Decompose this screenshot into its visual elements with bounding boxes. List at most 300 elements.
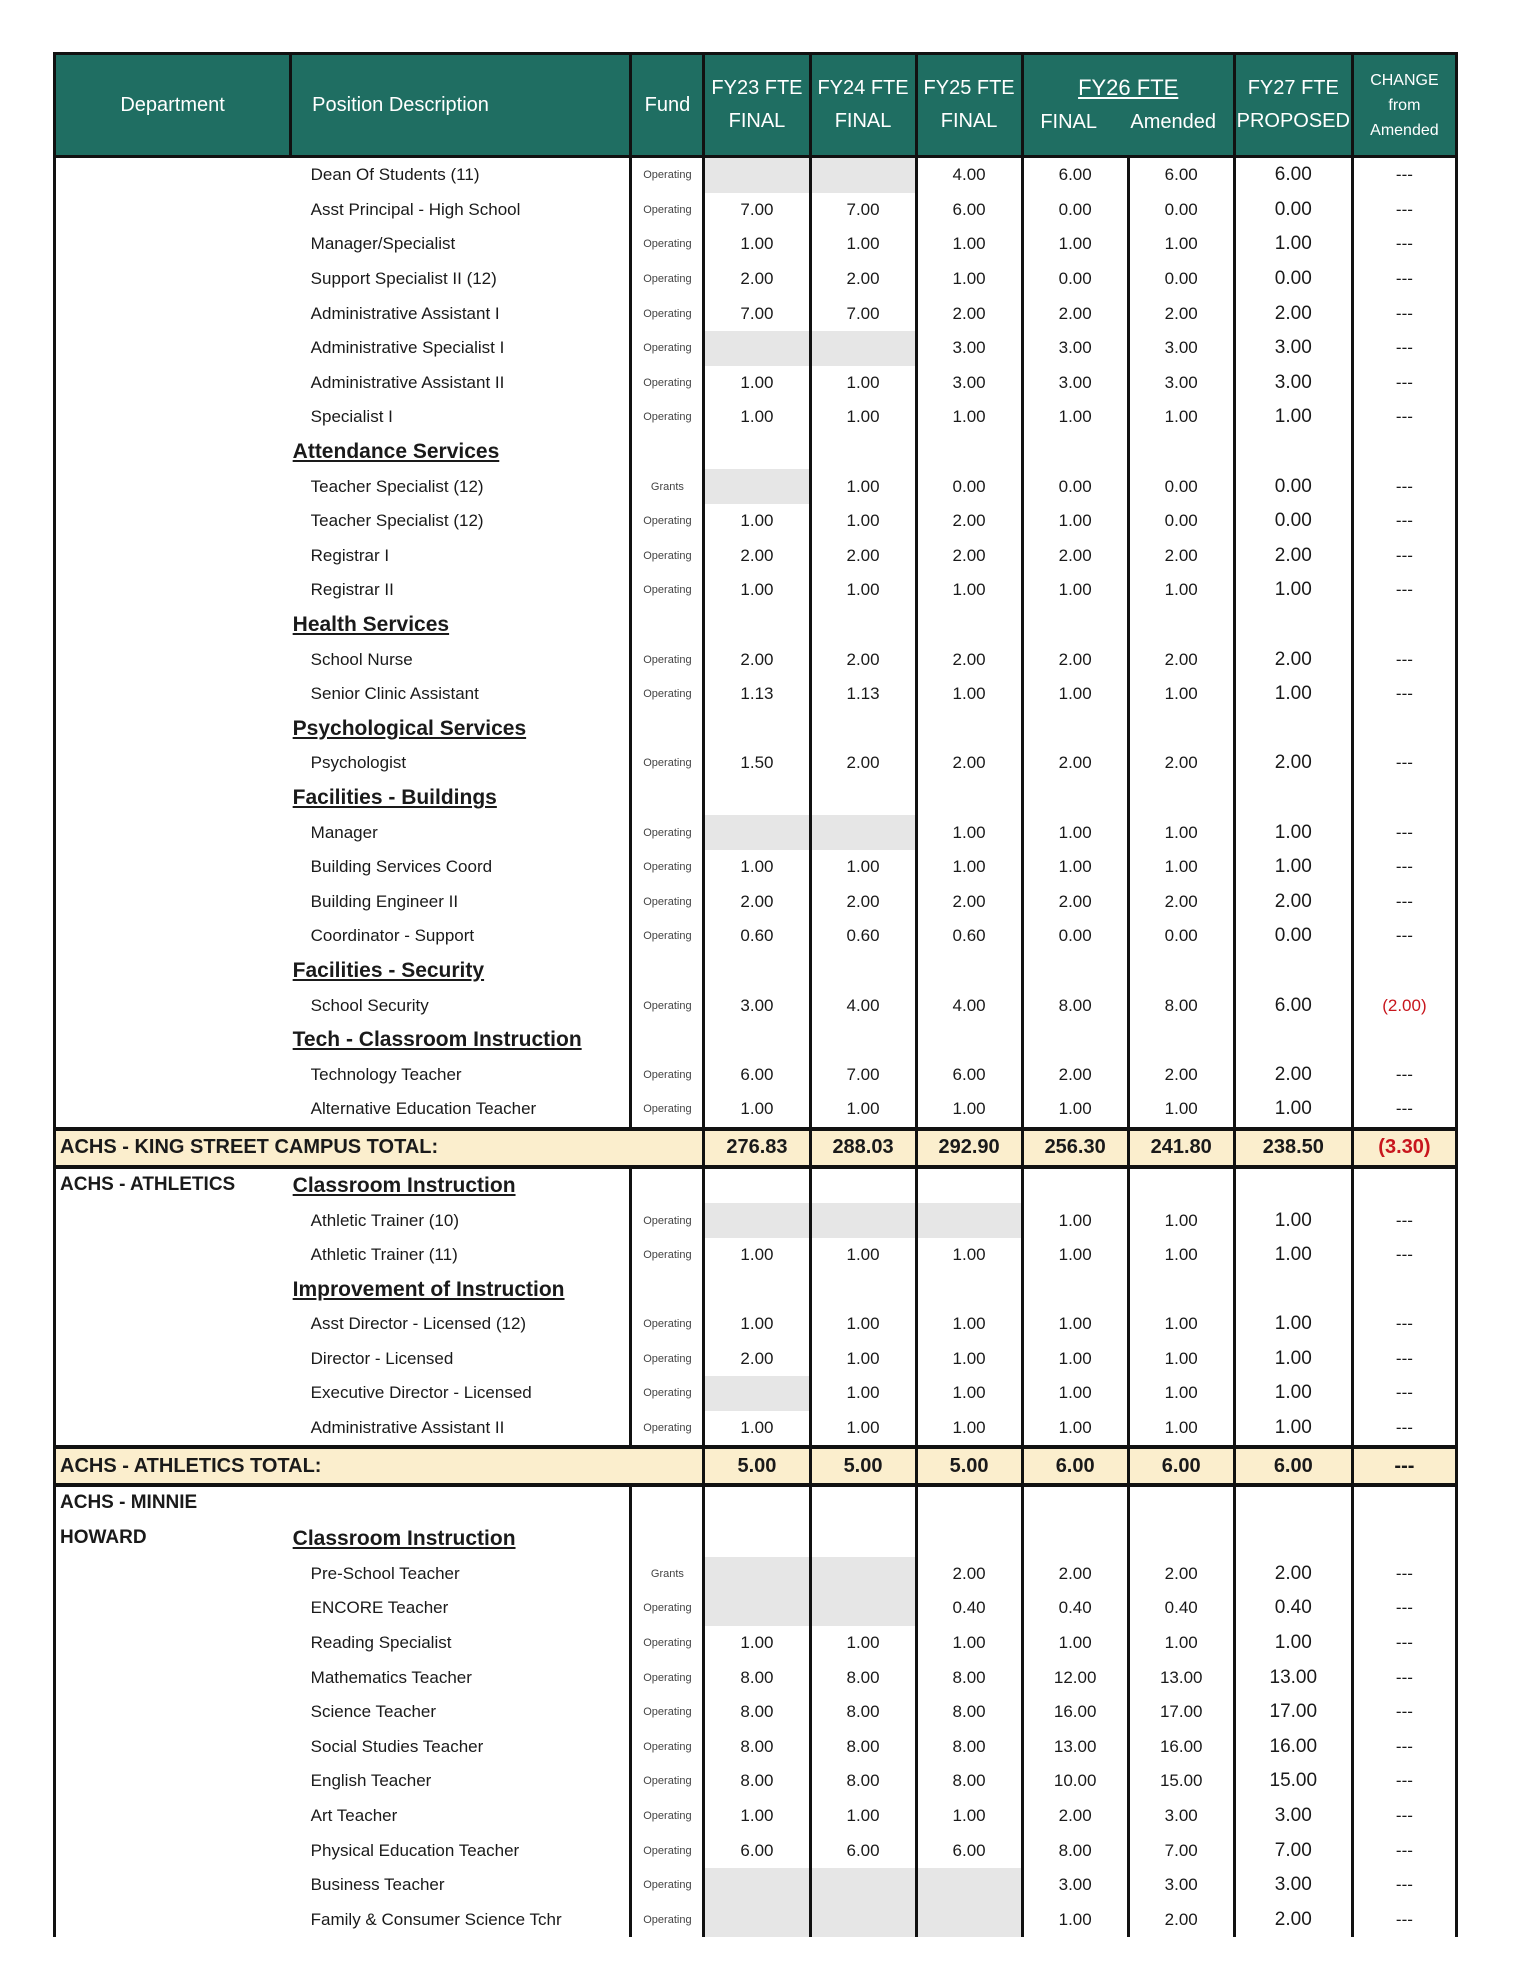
total-change: (3.30) (1352, 1129, 1456, 1167)
department-cell (55, 1764, 291, 1799)
empty-cell (704, 1167, 810, 1204)
fy26-amended-cell: 3.00 (1128, 331, 1234, 366)
fy23-cell: 8.00 (704, 1695, 810, 1730)
fy25-cell: 2.00 (916, 539, 1022, 574)
fy26-amended-cell: 1.00 (1128, 1307, 1234, 1342)
empty-cell (1022, 1272, 1128, 1307)
department-cell (55, 331, 291, 366)
fy27-cell: 1.00 (1234, 573, 1352, 608)
fy25-cell: 1.00 (916, 815, 1022, 850)
section-row (55, 1272, 1457, 1307)
empty-cell (631, 1023, 704, 1058)
fy27-cell: 13.00 (1234, 1660, 1352, 1695)
header-position: Position Description (291, 54, 631, 157)
fy26-final-cell: 3.00 (1022, 331, 1128, 366)
position-cell: Director - Licensed (291, 1342, 631, 1377)
fy27-cell: 2.00 (1234, 1557, 1352, 1592)
fy25-cell: 8.00 (916, 1730, 1022, 1765)
table-row (55, 227, 1457, 262)
fy25-cell: 1.00 (916, 227, 1022, 262)
position-cell: Social Studies Teacher (291, 1730, 631, 1765)
department-cell (55, 157, 291, 193)
department-cell (55, 193, 291, 228)
fund-cell: Operating (631, 919, 704, 954)
table-row (55, 504, 1457, 539)
fy24-cell: 7.00 (810, 193, 916, 228)
empty-cell (810, 712, 916, 747)
fy24-cell: 4.00 (810, 988, 916, 1023)
empty-cell (1352, 1167, 1456, 1204)
change-cell: --- (1352, 469, 1456, 504)
department-cell (55, 1799, 291, 1834)
position-cell: ENCORE Teacher (291, 1591, 631, 1626)
position-cell: Art Teacher (291, 1799, 631, 1834)
department-cell (55, 608, 291, 643)
department-cell (55, 1342, 291, 1377)
position-cell: Family & Consumer Science Tchr (291, 1903, 631, 1938)
fy27-cell: 7.00 (1234, 1833, 1352, 1868)
fy24-cell: 8.00 (810, 1695, 916, 1730)
empty-cell (704, 954, 810, 989)
fy26-amended-cell: 0.00 (1128, 262, 1234, 297)
change-cell: --- (1352, 1868, 1456, 1903)
total-fy23: 5.00 (704, 1447, 810, 1485)
fy25-cell: 1.00 (916, 1238, 1022, 1273)
fy26-final-cell: 8.00 (1022, 988, 1128, 1023)
position-cell: Science Teacher (291, 1695, 631, 1730)
fy24-cell (810, 1557, 916, 1592)
fy25-cell: 1.00 (916, 1342, 1022, 1377)
department-cell (55, 1868, 291, 1903)
section-row (55, 1023, 1457, 1058)
table-row (55, 1799, 1457, 1834)
header-fy27 (1234, 54, 1352, 157)
fy26-amended-cell: 2.00 (1128, 539, 1234, 574)
fy26-final-cell: 3.00 (1022, 1868, 1128, 1903)
empty-cell (1022, 1522, 1128, 1557)
department-cell (55, 884, 291, 919)
fund-cell: Operating (631, 573, 704, 608)
fy24-cell: 2.00 (810, 539, 916, 574)
fy26-amended-cell: 3.00 (1128, 1799, 1234, 1834)
fy23-cell: 1.00 (704, 1799, 810, 1834)
fund-cell: Operating (631, 1730, 704, 1765)
empty-cell (704, 1485, 810, 1522)
table-row (55, 331, 1457, 366)
empty-cell (1022, 1167, 1128, 1204)
fy26-amended-cell: 1.00 (1128, 1376, 1234, 1411)
fy24-cell: 1.00 (810, 227, 916, 262)
header-fy23-line2: FINAL (728, 110, 786, 132)
fy26-amended-cell: 15.00 (1128, 1764, 1234, 1799)
fy27-cell: 6.00 (1234, 988, 1352, 1023)
position-cell: Athletic Trainer (10) (291, 1203, 631, 1238)
fy26-amended-cell: 1.00 (1128, 1203, 1234, 1238)
fy26-final-cell: 1.00 (1022, 1411, 1128, 1448)
header-fy27-line1: FY27 FTE (1247, 77, 1339, 99)
fy23-cell (704, 815, 810, 850)
fte-table-sheet (53, 52, 1458, 1937)
header-fy24-line2: FINAL (834, 110, 892, 132)
change-cell: --- (1352, 677, 1456, 712)
department-cell (55, 1272, 291, 1307)
fy26-amended-cell: 2.00 (1128, 642, 1234, 677)
empty-cell (916, 608, 1022, 643)
fy27-cell: 2.00 (1234, 884, 1352, 919)
change-cell: --- (1352, 296, 1456, 331)
change-cell: --- (1352, 919, 1456, 954)
table-row (55, 1868, 1457, 1903)
fund-cell: Operating (631, 746, 704, 781)
empty-cell (1022, 1023, 1128, 1058)
table-row (55, 1626, 1457, 1661)
department-cell (55, 1411, 291, 1448)
empty-cell (1128, 608, 1234, 643)
table-row (55, 1411, 1457, 1448)
empty-cell (631, 608, 704, 643)
header-fy25-line2: FINAL (940, 110, 998, 132)
empty-cell (1352, 1485, 1456, 1522)
fy26-amended-cell: 0.00 (1128, 504, 1234, 539)
header-fy26 (1022, 54, 1234, 157)
position-cell: Registrar II (291, 573, 631, 608)
department-cell (55, 1591, 291, 1626)
section-title: Improvement of Instruction (291, 1272, 631, 1307)
position-cell: Reading Specialist (291, 1626, 631, 1661)
department-cell (55, 469, 291, 504)
fy25-cell: 3.00 (916, 331, 1022, 366)
empty-cell (631, 781, 704, 816)
department-cell (55, 1903, 291, 1938)
empty-cell (631, 435, 704, 470)
fy26-amended-cell: 1.00 (1128, 1411, 1234, 1448)
change-cell: --- (1352, 1660, 1456, 1695)
fy24-cell: 1.00 (810, 400, 916, 435)
header-fy23-line1: FY23 FTE (711, 77, 803, 99)
fy27-cell: 1.00 (1234, 1342, 1352, 1377)
fy23-cell: 1.00 (704, 366, 810, 401)
fy26-final-cell: 0.00 (1022, 919, 1128, 954)
empty-cell (1352, 781, 1456, 816)
table-row (55, 1307, 1457, 1342)
total-label: ACHS - KING STREET CAMPUS TOTAL: (55, 1129, 704, 1167)
empty-cell (631, 954, 704, 989)
empty-cell (1128, 1272, 1234, 1307)
fy23-cell: 8.00 (704, 1660, 810, 1695)
header-fy25 (916, 54, 1022, 157)
empty-cell (1234, 435, 1352, 470)
department-cell (55, 1238, 291, 1273)
fy24-cell: 1.00 (810, 1411, 916, 1448)
fy26-final-cell: 1.00 (1022, 815, 1128, 850)
position-cell: Administrative Assistant I (291, 296, 631, 331)
total-fy24: 5.00 (810, 1447, 916, 1485)
fy26-final-cell: 1.00 (1022, 850, 1128, 885)
position-cell: Alternative Education Teacher (291, 1092, 631, 1129)
fy27-cell: 2.00 (1234, 1903, 1352, 1938)
fy25-cell: 0.00 (916, 469, 1022, 504)
change-cell: --- (1352, 1307, 1456, 1342)
fy23-cell: 2.00 (704, 262, 810, 297)
department-cell (55, 1833, 291, 1868)
department-cell (55, 1626, 291, 1661)
fy26-final-cell: 13.00 (1022, 1730, 1128, 1765)
department-cell (55, 1203, 291, 1238)
table-row (55, 988, 1457, 1023)
fy26-amended-cell: 0.00 (1128, 469, 1234, 504)
change-cell: --- (1352, 1376, 1456, 1411)
section-row (55, 712, 1457, 747)
empty-cell (704, 1272, 810, 1307)
fy23-cell (704, 1203, 810, 1238)
empty-cell (916, 1167, 1022, 1204)
header-change-line2: from (1388, 96, 1421, 114)
fy24-cell: 2.00 (810, 262, 916, 297)
empty-cell (1022, 954, 1128, 989)
change-cell: --- (1352, 1730, 1456, 1765)
fund-cell: Operating (631, 1591, 704, 1626)
section-row (55, 954, 1457, 989)
department-cell (55, 1660, 291, 1695)
fund-cell: Operating (631, 1626, 704, 1661)
table-row (55, 1092, 1457, 1129)
empty-cell (810, 1167, 916, 1204)
change-cell: --- (1352, 815, 1456, 850)
empty-cell (1128, 1485, 1234, 1522)
fy23-cell (704, 1868, 810, 1903)
table-row (55, 539, 1457, 574)
fy23-cell: 1.00 (704, 504, 810, 539)
fy26-amended-cell: 2.00 (1128, 296, 1234, 331)
fy24-cell: 7.00 (810, 296, 916, 331)
fy25-cell: 6.00 (916, 1057, 1022, 1092)
header-change (1352, 54, 1456, 157)
fy26-final-cell: 2.00 (1022, 642, 1128, 677)
empty-cell (1352, 954, 1456, 989)
fy26-amended-cell: 1.00 (1128, 1238, 1234, 1273)
empty-cell (1128, 712, 1234, 747)
change-cell: (2.00) (1352, 988, 1456, 1023)
fy26-amended-cell: 0.00 (1128, 919, 1234, 954)
change-cell: --- (1352, 331, 1456, 366)
fy26-amended-cell: 7.00 (1128, 1833, 1234, 1868)
position-cell: Administrative Specialist I (291, 331, 631, 366)
empty-cell (916, 1522, 1022, 1557)
position-cell: Administrative Assistant II (291, 1411, 631, 1448)
table-row (55, 1342, 1457, 1377)
fy26-final-cell: 0.00 (1022, 262, 1128, 297)
table-row (55, 815, 1457, 850)
fund-cell: Operating (631, 227, 704, 262)
table-row (55, 1695, 1457, 1730)
table-row (55, 296, 1457, 331)
fund-cell: Operating (631, 815, 704, 850)
position-cell: Executive Director - Licensed (291, 1376, 631, 1411)
fy23-cell (704, 1591, 810, 1626)
empty-cell (1128, 435, 1234, 470)
fy25-cell: 1.00 (916, 1376, 1022, 1411)
empty-cell (704, 1522, 810, 1557)
department-cell (55, 296, 291, 331)
fund-cell: Operating (631, 296, 704, 331)
fy26-amended-cell: 3.00 (1128, 1868, 1234, 1903)
empty-cell (1022, 435, 1128, 470)
change-cell: --- (1352, 746, 1456, 781)
fy25-cell: 1.00 (916, 1411, 1022, 1448)
fy23-cell: 1.00 (704, 1307, 810, 1342)
fy26-final-cell: 6.00 (1022, 157, 1128, 193)
total-fy25: 5.00 (916, 1447, 1022, 1485)
table-row (55, 850, 1457, 885)
empty-cell (810, 1272, 916, 1307)
fy23-cell: 3.00 (704, 988, 810, 1023)
fy27-cell: 17.00 (1234, 1695, 1352, 1730)
change-cell: --- (1352, 884, 1456, 919)
fy26-amended-cell: 3.00 (1128, 366, 1234, 401)
position-cell: Manager (291, 815, 631, 850)
header-fy24 (810, 54, 916, 157)
table-row (55, 919, 1457, 954)
fy27-cell: 0.00 (1234, 919, 1352, 954)
section-title: Classroom Instruction (291, 1522, 631, 1557)
section-row (55, 1485, 1457, 1522)
fy26-amended-cell: 16.00 (1128, 1730, 1234, 1765)
fy23-cell: 1.50 (704, 746, 810, 781)
header-change-line1: CHANGE (1370, 71, 1439, 89)
total-fy26-final: 6.00 (1022, 1447, 1128, 1485)
empty-cell (810, 435, 916, 470)
change-cell: --- (1352, 642, 1456, 677)
department-cell: ACHS - ATHLETICS (55, 1167, 291, 1204)
fy24-cell: 1.13 (810, 677, 916, 712)
fy25-cell: 4.00 (916, 157, 1022, 193)
fy24-cell: 2.00 (810, 884, 916, 919)
header-fy23 (704, 54, 810, 157)
fy23-cell: 2.00 (704, 539, 810, 574)
change-cell: --- (1352, 1342, 1456, 1377)
fy27-cell: 0.00 (1234, 504, 1352, 539)
fy24-cell: 0.60 (810, 919, 916, 954)
fund-cell: Operating (631, 1092, 704, 1129)
fy24-cell: 1.00 (810, 366, 916, 401)
fy25-cell: 1.00 (916, 1626, 1022, 1661)
header-fund: Fund (631, 54, 704, 157)
total-label: ACHS - ATHLETICS TOTAL: (55, 1447, 704, 1485)
position-cell: Dean Of Students (11) (291, 157, 631, 193)
department-cell (55, 988, 291, 1023)
empty-cell (810, 1522, 916, 1557)
table-row (55, 1660, 1457, 1695)
fy25-cell (916, 1203, 1022, 1238)
empty-cell (916, 954, 1022, 989)
fy23-cell (704, 1903, 810, 1938)
change-cell: --- (1352, 227, 1456, 262)
position-cell: Pre-School Teacher (291, 1557, 631, 1592)
section-row (55, 781, 1457, 816)
fy23-cell (704, 1557, 810, 1592)
empty-cell (1234, 1485, 1352, 1522)
fund-cell: Operating (631, 1411, 704, 1448)
fund-cell: Operating (631, 642, 704, 677)
fy26-final-cell: 2.00 (1022, 539, 1128, 574)
fy27-cell: 2.00 (1234, 539, 1352, 574)
fy26-final-cell: 0.00 (1022, 469, 1128, 504)
fy25-cell (916, 1903, 1022, 1938)
fy27-cell: 2.00 (1234, 1057, 1352, 1092)
fy26-amended-cell: 8.00 (1128, 988, 1234, 1023)
section-row (55, 435, 1457, 470)
fy23-cell: 0.60 (704, 919, 810, 954)
fy23-cell (704, 1376, 810, 1411)
fy26-final-cell: 2.00 (1022, 296, 1128, 331)
fy27-cell: 1.00 (1234, 1238, 1352, 1273)
fy26-final-cell: 1.00 (1022, 400, 1128, 435)
fy25-cell: 1.00 (916, 850, 1022, 885)
change-cell: --- (1352, 400, 1456, 435)
total-fy27: 238.50 (1234, 1129, 1352, 1167)
fy26-final-cell: 2.00 (1022, 1057, 1128, 1092)
fy23-cell: 7.00 (704, 193, 810, 228)
header-change-line3: Amended (1370, 121, 1439, 139)
empty-cell (631, 1485, 704, 1522)
fy26-final-cell: 1.00 (1022, 1307, 1128, 1342)
fy27-cell: 2.00 (1234, 296, 1352, 331)
empty-cell (1352, 712, 1456, 747)
empty-cell (1234, 954, 1352, 989)
fy25-cell: 8.00 (916, 1695, 1022, 1730)
change-cell: --- (1352, 1695, 1456, 1730)
fy26-final-cell: 2.00 (1022, 746, 1128, 781)
fund-cell: Operating (631, 1057, 704, 1092)
fund-cell: Operating (631, 1868, 704, 1903)
table-row (55, 1057, 1457, 1092)
fy26-final-cell: 2.00 (1022, 884, 1128, 919)
fy24-cell: 2.00 (810, 642, 916, 677)
fund-cell: Grants (631, 1557, 704, 1592)
total-fy27: 6.00 (1234, 1447, 1352, 1485)
section-title: Facilities - Buildings (291, 781, 631, 816)
empty-cell (810, 1485, 916, 1522)
total-fy26-final: 256.30 (1022, 1129, 1128, 1167)
position-cell: Teacher Specialist (12) (291, 469, 631, 504)
fy26-amended-cell: 6.00 (1128, 157, 1234, 193)
fy27-cell: 15.00 (1234, 1764, 1352, 1799)
total-row (55, 1447, 1457, 1485)
total-fy25: 292.90 (916, 1129, 1022, 1167)
fund-cell: Operating (631, 400, 704, 435)
fy24-cell: 7.00 (810, 1057, 916, 1092)
table-row (55, 1764, 1457, 1799)
fy25-cell: 2.00 (916, 884, 1022, 919)
fy27-cell: 0.40 (1234, 1591, 1352, 1626)
fy23-cell: 6.00 (704, 1833, 810, 1868)
department-cell (55, 746, 291, 781)
change-cell: --- (1352, 157, 1456, 193)
change-cell: --- (1352, 504, 1456, 539)
section-title: Health Services (291, 608, 631, 643)
fy25-cell: 4.00 (916, 988, 1022, 1023)
empty-cell (1352, 1272, 1456, 1307)
fy26-final-cell: 1.00 (1022, 1238, 1128, 1273)
fy24-cell: 1.00 (810, 850, 916, 885)
fy26-amended-cell: 2.00 (1128, 746, 1234, 781)
table-row (55, 573, 1457, 608)
department-cell (55, 227, 291, 262)
position-cell: Teacher Specialist (12) (291, 504, 631, 539)
fy24-cell: 8.00 (810, 1660, 916, 1695)
fy27-cell: 0.00 (1234, 469, 1352, 504)
fy25-cell: 3.00 (916, 366, 1022, 401)
